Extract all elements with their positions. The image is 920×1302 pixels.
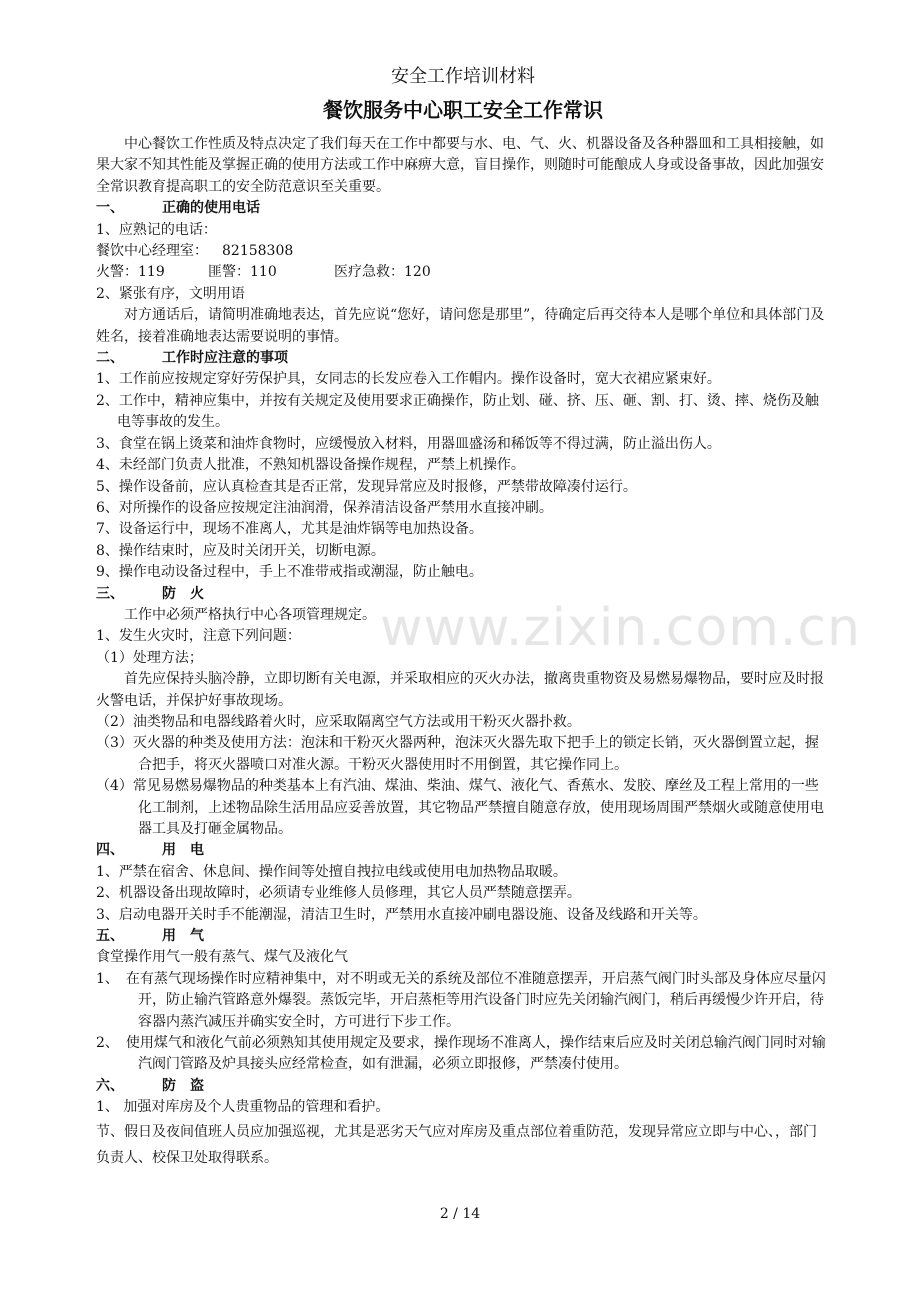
section-number: 六、 bbox=[96, 1077, 124, 1094]
section-heading-4 bbox=[96, 840, 830, 861]
section-heading-2 bbox=[96, 348, 830, 369]
list-item: 3、启动电器开关时手不能潮湿，清洁卫生时，严禁用水直接冲刷电器设施、设备及线路和开关等。 bbox=[96, 906, 707, 923]
medical-number: 医疗急救：120 bbox=[334, 264, 431, 281]
office-label: 餐饮中心经理室： bbox=[96, 243, 208, 260]
list-item: 4、未经部门负责人批准，不熟知机器设备操作规程，严禁上机操作。 bbox=[96, 457, 525, 474]
office-phone-line bbox=[96, 241, 830, 262]
paragraph: 对方通话后，请简明准确地表达，首先应说“您好，请问您是那里”，待确定后再交待本人是哪个单位和具体部门及姓名，接着准确地表达需要说明的事情。 bbox=[96, 307, 825, 345]
section-title: 工作时应注意的事项 bbox=[162, 350, 288, 367]
paragraph: 工作中必须严格执行中心各项管理规定。 bbox=[124, 606, 376, 623]
list-item: 6、对所操作的设备应按规定注油润滑，保养清洁设备严禁用水直接冲刷。 bbox=[96, 499, 553, 516]
section-title: 用 气 bbox=[162, 928, 204, 945]
page-number: 2 / 14 bbox=[439, 1206, 481, 1222]
list-item: 1、严禁在宿舍、休息间、操作间等处擅自拽拉电线或使用电加热物品取暖。 bbox=[96, 863, 567, 880]
section-title: 用 电 bbox=[162, 842, 204, 859]
paragraph: 食堂操作用气一般有蒸气、煤气及液化气 bbox=[96, 949, 348, 966]
sub-item: （3）灭火器的种类及使用方法：泡沫和干粉灭火器两种，泡沫灭火器先取下把手上的锁定长销，灭火器倒置立起，握合把手，将灭火器喷口对准火源。干粉灭火器使用时不用倒置，其它操作同上。 bbox=[96, 735, 819, 773]
list-item: 9、操作电动设备过程中，手上不准带戒指或潮湿，防止触电。 bbox=[96, 564, 483, 581]
list-item: 2、紧张有序，文明用语 bbox=[96, 285, 245, 302]
list-item: 8、操作结束时，应及时关闭开关，切断电源。 bbox=[96, 542, 385, 559]
list-item: 1、 加强对库房及个人贵重物品的管理和看护。 bbox=[96, 1099, 390, 1116]
section-heading-5 bbox=[96, 926, 830, 947]
paragraph: 首先应保持头脑冷静，立即切断有关电源，并采取相应的灭火办法，撤离贵重物资及易燃易爆物品，要时应及时报火警电话，并保护好事故现场。 bbox=[96, 671, 824, 709]
section-heading-1 bbox=[96, 198, 830, 219]
list-item: 2、机器设备出现故障时，必须请专业维修人员修理，其它人员严禁随意摆弄。 bbox=[96, 885, 581, 902]
document-page bbox=[96, 62, 830, 1171]
section-number: 一、 bbox=[96, 200, 124, 217]
sub-item: （2）油类物品和电器线路着火时，应采取隔离空气方法或用干粉灭火器扑救。 bbox=[96, 713, 581, 730]
intro-paragraph: 中心餐饮工作性质及特点决定了我们每天在工作中都要与水、电、气、火、机器设备及各种器皿和工具相接触，如果大家不知其性能及掌握正确的使用方法或工作中麻痹大意，盲目操作，则随时可能酿成人身或设备事故，因此加强安全常识教育提高职工的安全防范意识至关重要。 bbox=[96, 136, 824, 195]
watermark: www.zixin.com.cn bbox=[380, 598, 861, 658]
section-number: 三、 bbox=[96, 585, 124, 602]
sub-item: （1）处理方法； bbox=[96, 649, 203, 666]
police-number: 匪警：110 bbox=[208, 264, 277, 281]
section-number: 四、 bbox=[96, 842, 124, 859]
sub-item: （4）常见易燃易爆物品的种类基本上有汽油、煤油、柴油、煤气、液化气、香蕉水、发胶、摩丝及工程上常用的一些化工制剂，上述物品除生活用品应妥善放置，其它物品严禁擅自随意存放，使用现场周围严禁烟火或随意使用电器工具及打砸金属物品。 bbox=[96, 778, 824, 837]
office-phone: 82158308 bbox=[222, 243, 294, 260]
list-item: 2、 使用煤气和液化气前必须熟知其使用规定及要求，操作现场不准离人，操作结束后应及时关闭总输汽阀门同时对输汽阀门管路及炉具接头应经常检查，如有泄漏，必须立即报修，严禁凑付使用。 bbox=[96, 1035, 826, 1073]
paragraph: 节、假日及夜间值班人员应加强巡视，尤其是恶劣天气应对库房及重点部位着重防范，发现异常应立即与中心、，部门负责人、校保卫处取得联系。 bbox=[96, 1123, 817, 1166]
list-item: 2、工作中，精神应集中，并按有关规定及使用要求正确操作，防止划、碰、挤、压、砸、割、打、烫、摔、烧伤及触电等事故的发生。 bbox=[96, 392, 819, 431]
fire-number: 火警：119 bbox=[96, 264, 165, 281]
list-item: 3、食堂在锅上烫菜和油炸食物时，应缓慢放入材料，用器皿盛汤和稀饭等不得过满，防止溢出伤人。 bbox=[96, 435, 721, 452]
section-number: 五、 bbox=[96, 928, 124, 945]
list-item: 1、应熟记的电话： bbox=[96, 221, 217, 238]
list-item: 7、设备运行中，现场不准离人，尤其是油炸锅等电加热设备。 bbox=[96, 521, 483, 538]
list-item: 5、操作设备前，应认真检查其是否正常，发现异常应及时报修，严禁带故障凑付运行。 bbox=[96, 478, 637, 495]
section-heading-6 bbox=[96, 1076, 830, 1097]
emergency-numbers-line bbox=[96, 262, 830, 283]
list-item: 1、工作前应按规定穿好劳保护具，女同志的长发应卷入工作帽内。操作设备时，宽大衣裙应紧束好。 bbox=[96, 371, 721, 388]
list-item: 1、发生火灾时，注意下列问题： bbox=[96, 628, 301, 645]
section-title: 正确的使用电话 bbox=[162, 200, 260, 217]
section-heading-3 bbox=[96, 584, 830, 605]
list-item: 1、 在有蒸气现场操作时应精神集中，对不明或无关的系统及部位不准随意摆弄，开启蒸气阀门时头部及身体应尽量闪开，防止输汽管路意外爆裂。蒸饭完毕，开启蒸柜等用汽设备门时应先关闭输汽阀门，稍后再缓慢少许开启，待容器内蒸汽减压并确实安全时，方可进行下步工作。 bbox=[96, 970, 826, 1030]
document-title: 餐饮服务中心职工安全工作常识 bbox=[323, 98, 603, 122]
section-title: 防 盗 bbox=[162, 1077, 204, 1094]
section-number: 二、 bbox=[96, 350, 124, 367]
section-title: 防 火 bbox=[162, 585, 204, 602]
page-header: 安全工作培训材料 bbox=[391, 66, 535, 87]
